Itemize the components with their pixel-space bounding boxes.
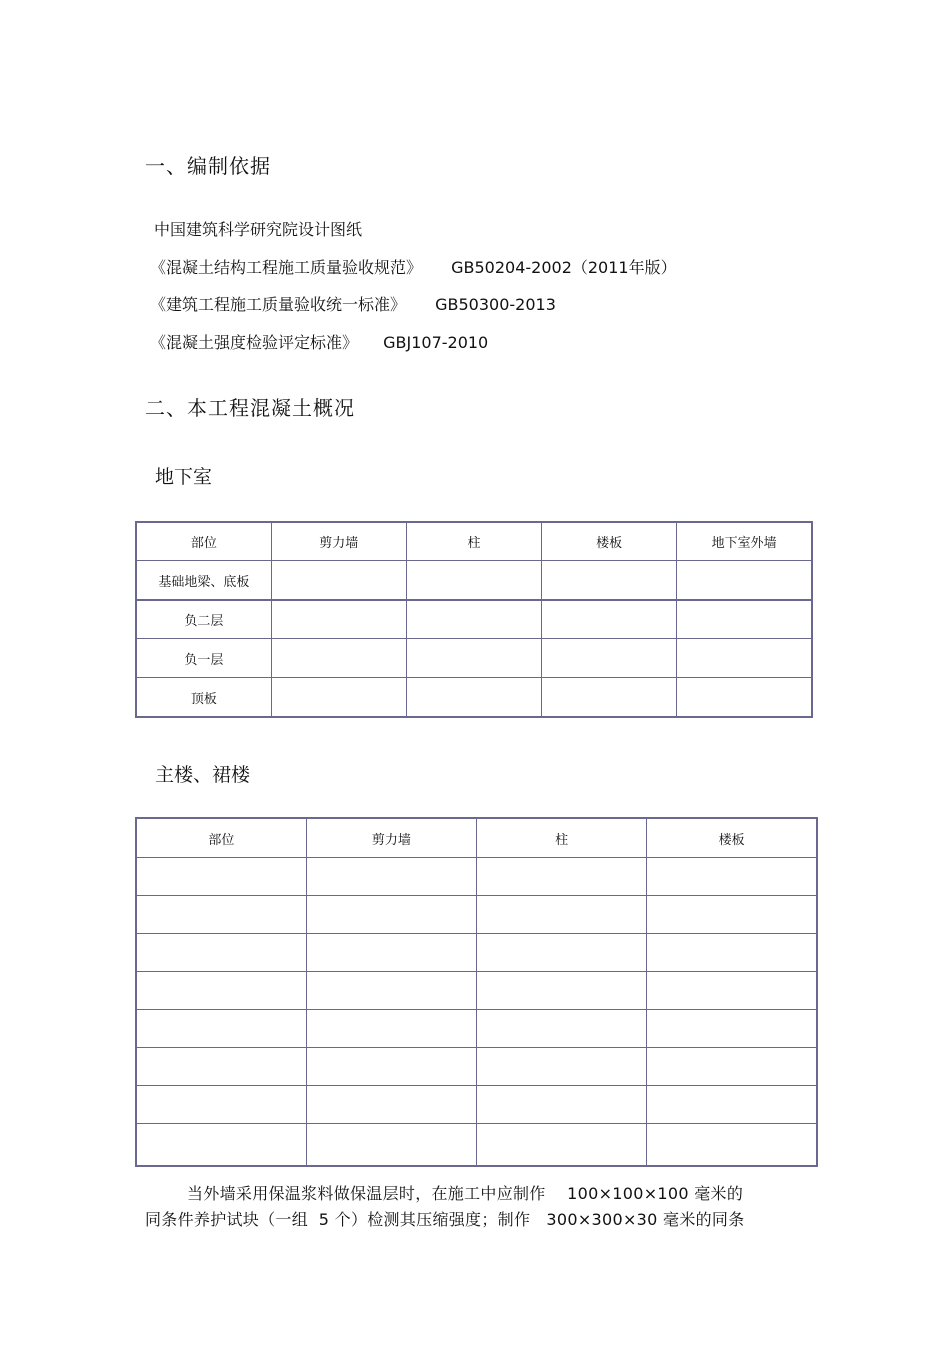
- main-building-title: 主楼、裙楼: [155, 764, 251, 786]
- table-cell: [477, 1086, 647, 1124]
- table-cell: [136, 934, 306, 972]
- table-cell: [306, 934, 476, 972]
- table-row: [136, 934, 817, 972]
- table-row: [136, 561, 812, 601]
- reference-item: [150, 255, 677, 278]
- column-header: 地下室外墙: [677, 522, 812, 561]
- table-cell: [647, 1124, 817, 1167]
- table-cell: [271, 678, 406, 718]
- table-cell: [136, 896, 306, 934]
- table-cell: [477, 1124, 647, 1167]
- table-cell: [306, 1010, 476, 1048]
- table-cell: [677, 678, 812, 718]
- table-cell: [542, 678, 677, 718]
- table-cell: [136, 1124, 306, 1167]
- table-row: [136, 1124, 817, 1167]
- table-cell: [406, 639, 541, 678]
- table-cell: [677, 561, 812, 601]
- main-building-table: [135, 817, 818, 1167]
- table-cell: [647, 896, 817, 934]
- table-row: [136, 678, 812, 718]
- reference-code: GBJ107-2010: [383, 333, 489, 352]
- row-label: 顶板: [136, 678, 271, 718]
- column-header: 部位: [136, 818, 306, 858]
- table-cell: [306, 972, 476, 1010]
- table-cell: [406, 678, 541, 718]
- reference-title: 《建筑工程施工质量验收统一标准》: [150, 295, 407, 314]
- table-cell: [271, 600, 406, 639]
- table-cell: [477, 934, 647, 972]
- table-cell: [677, 600, 812, 639]
- reference-item: [154, 217, 362, 240]
- table-cell: [477, 896, 647, 934]
- table-cell: [542, 561, 677, 601]
- column-header: 剪力墙: [271, 522, 406, 561]
- table-row: [136, 972, 817, 1010]
- table-cell: [136, 1086, 306, 1124]
- table-row: [136, 1010, 817, 1048]
- basement-title: 地下室: [155, 466, 213, 488]
- column-header: 柱: [477, 818, 647, 858]
- table-cell: [306, 858, 476, 896]
- column-header: 柱: [406, 522, 541, 561]
- table-cell: [306, 1124, 476, 1167]
- table-cell: [136, 1010, 306, 1048]
- table-cell: [406, 561, 541, 601]
- table-cell: [477, 972, 647, 1010]
- row-label: 基础地梁、底板: [136, 561, 271, 601]
- table-cell: [136, 1048, 306, 1086]
- reference-title: 中国建筑科学研究院设计图纸: [154, 220, 363, 239]
- table-cell: [306, 896, 476, 934]
- table-row: [136, 600, 812, 639]
- table-cell: [647, 1010, 817, 1048]
- table-cell: [677, 639, 812, 678]
- column-header: 剪力墙: [306, 818, 476, 858]
- paragraph-line: 当外墙采用保温浆料做保温层时，在施工中应制作 100×100×100 毫米的: [187, 1184, 744, 1203]
- reference-title: 《混凝土强度检验评定标准》: [150, 333, 359, 352]
- column-header: 楼板: [647, 818, 817, 858]
- table-row: [136, 896, 817, 934]
- table-cell: [542, 600, 677, 639]
- table-row: [136, 858, 817, 896]
- table-cell: [271, 561, 406, 601]
- paragraph-line: 同条件养护试块（一组 5 个）检测其压缩强度；制作 300×300×30 毫米的同条: [145, 1210, 745, 1229]
- table-cell: [477, 1048, 647, 1086]
- row-label: 负一层: [136, 639, 271, 678]
- table-cell: [647, 858, 817, 896]
- table-cell: [647, 1048, 817, 1086]
- reference-item: [150, 330, 488, 353]
- table-cell: [477, 1010, 647, 1048]
- column-header: 部位: [136, 522, 271, 561]
- table-cell: [477, 858, 647, 896]
- table-cell: [136, 858, 306, 896]
- table-cell: [542, 639, 677, 678]
- reference-code: GB50204-2002（2011年版）: [451, 258, 677, 277]
- table-header-row: [136, 522, 812, 561]
- reference-item: [150, 292, 556, 315]
- column-header: 楼板: [542, 522, 677, 561]
- table-cell: [271, 639, 406, 678]
- table-cell: [647, 972, 817, 1010]
- table-cell: [136, 972, 306, 1010]
- table-cell: [647, 934, 817, 972]
- table-cell: [306, 1048, 476, 1086]
- table-row: [136, 639, 812, 678]
- basement-table: [135, 521, 813, 718]
- table-cell: [406, 600, 541, 639]
- table-cell: [647, 1086, 817, 1124]
- table-row: [136, 1048, 817, 1086]
- reference-code: GB50300-2013: [435, 295, 556, 314]
- section-2-heading: 二、本工程混凝土概况: [145, 396, 355, 420]
- table-row: [136, 1086, 817, 1124]
- table-cell: [306, 1086, 476, 1124]
- reference-title: 《混凝土结构工程施工质量验收规范》: [150, 258, 423, 277]
- table-header-row: [136, 818, 817, 858]
- section-1-heading: 一、编制依据: [145, 154, 271, 178]
- row-label: 负二层: [136, 600, 271, 639]
